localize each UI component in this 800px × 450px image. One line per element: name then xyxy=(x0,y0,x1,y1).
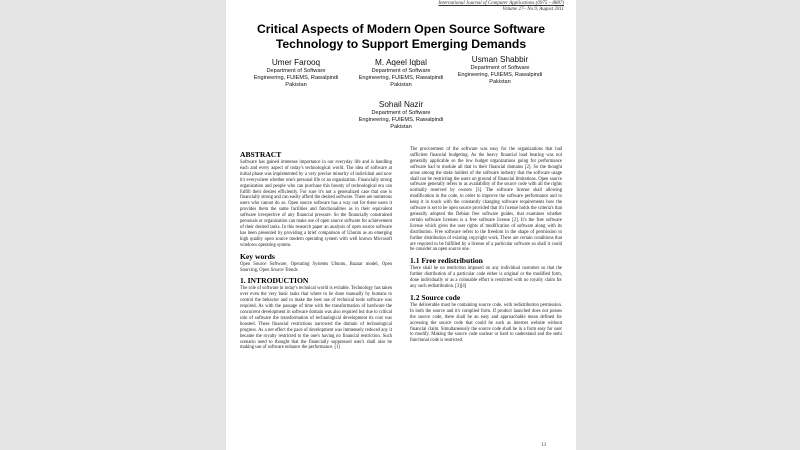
author-name: Umer Farooq xyxy=(271,58,321,67)
paper-title xyxy=(226,22,576,52)
author-dept: Department of Software xyxy=(371,68,431,74)
intro-continued-text: The procurement of the software was easy for the organizations that had sufficient financial budgeting. As the heavy financial load bearing was not generally applicable so the low budget organizations going for performance software had to module all that in their financial domains [2]. So the thought arose among the stake holders of the software industry that the software usage shall not be restricting the users on ground of financial limitations. Open source software generally refers to as availability of the source code with all the rights normally reserved by owners [3]. The software license shall allowing modification in the code, in order to improve the software performance and to keep it in touch with the constantly changing software requirements how the software is set to be open source provided that it's license holds the criteria's that generally adopted the Debian free software guides, that examines whether certain software licenses is a free software license [2]. It's the free software license which gives the user rights of modification of software along with its distribution. Free software refers to the freedom in the shape of permission to further distribution of existing copyright work. There are certain conditions that are required to be fulfilled by a license of a particular software so shall it could be consider an open source one. xyxy=(410,147,562,253)
keywords-heading: Key words xyxy=(240,251,275,261)
paper-page xyxy=(226,0,576,450)
author-2 xyxy=(349,58,453,89)
author-country: Pakistan xyxy=(390,82,412,88)
author-country: Pakistan xyxy=(390,124,412,130)
abstract-text: Software has gained immense importance in our everyday life and is handling each and every aspect of today's technological world. The idea of software at initial phase was implemented by a very precise minority of individual and now it's everywhere whether one's personal life or an organization. Financially strong organization and people who can purchase this bounty of technological era can fulfill their desires efficiently. For sure it's not a generalized case that one is financially strong and can easily afford the desired software. There are numerous users who cannot do so. Open source software has a way out for these users it provides them the same facilities and functionalities as in their equivalent software irrespective of any financial pressure. So the financially constrained personals or organization can make use of open source software for achievement of their desired tasks. In this research paper an analysis of open source software has been presented by providing a brief comparison of Ubuntu as an emerging high quality open source modern operating system with well known Microsoft windows operating system. xyxy=(240,160,392,248)
author-dept: Department of Software xyxy=(371,110,431,116)
author-name: Usman Shabbir xyxy=(471,55,529,64)
source-code-text: The deliverable must be containing source code, with redistribution permission. In both the source and it's complied form. If product launched does not posses the source code, there shall be an easy and approachable mean defined for accessing the source code that could be such as internet website without financial claim. Simultaneously the source code shall be in a form easy for user to modify. Making the source code unclear or hard to understand and the semi functional code is restricted. xyxy=(410,302,562,344)
author-1 xyxy=(246,58,346,89)
journal-header xyxy=(264,1,564,13)
title-line-1: Critical Aspects of Modern Open Source Software xyxy=(256,22,546,36)
author-4 xyxy=(349,100,453,131)
author-inst: Engineering, FUIEMS, Rawalpindi xyxy=(253,75,339,81)
introduction-heading: 1. INTRODUCTION xyxy=(240,276,309,286)
author-name: Sohail Nazir xyxy=(378,100,424,109)
free-redistribution-text: There shall be no restriction imposed on any individual customer so that the further distribution of a particular code either is original or the modified form, done individually or as a colonable effort is restricted with no royalty claim for any such redistribution. [3][4] xyxy=(410,266,562,290)
free-redistribution-heading: 1.1 Free redistribution xyxy=(410,256,483,266)
author-inst: Engineering, FUIEMS, Rawalpindi xyxy=(358,75,444,81)
author-dept: Department of Software xyxy=(470,65,530,71)
source-code-heading: 1.2 Source code xyxy=(410,292,461,302)
introduction-text: The role of software in today's technical world is evitable. Technology has taken over even the very basic tasks that where to be done manually by humans to control the behavior and to make the best use of technical tools software was required. As with the passage of time with the transformation of hardware the concurrent development in software domain was also required but due to critical role of software the transformation of technological development its cost was boosted. These financial restrictions narrowed the domain of technological progress. As a net effect the pace of development was immensely reduced any it became the royalty restricted to the one's having no financial restriction. Such scenario need to thought that the financially suppressed user's shall also be making use of software enhance the performance. [1] xyxy=(240,286,392,351)
abstract-heading: ABSTRACT xyxy=(240,150,282,159)
author-name: M. Aqeel Iqbal xyxy=(375,58,427,67)
author-inst: Engineering, FUIEMS, Rawalpindi xyxy=(457,72,543,78)
page-number: 13 xyxy=(541,443,546,448)
author-country: Pakistan xyxy=(489,79,511,85)
author-inst: Engineering, FUIEMS, Rawalpindi xyxy=(358,117,444,123)
right-column xyxy=(410,147,562,346)
left-column xyxy=(240,147,392,353)
author-dept: Department of Software xyxy=(266,68,326,74)
keywords-text: Open Source Software, Operating Systems Ubuntu, Bazaar model, Open Sourcing, Open Source Trends xyxy=(240,261,392,273)
title-line-2: Technology to Support Emerging Demands xyxy=(275,37,527,51)
journal-volume: Volume 27– No.9, August 2011 xyxy=(502,7,564,12)
author-country: Pakistan xyxy=(285,82,307,88)
author-3 xyxy=(448,55,552,86)
journal-name: International Journal of Computer Applications (0975 – 8887) xyxy=(438,1,564,6)
